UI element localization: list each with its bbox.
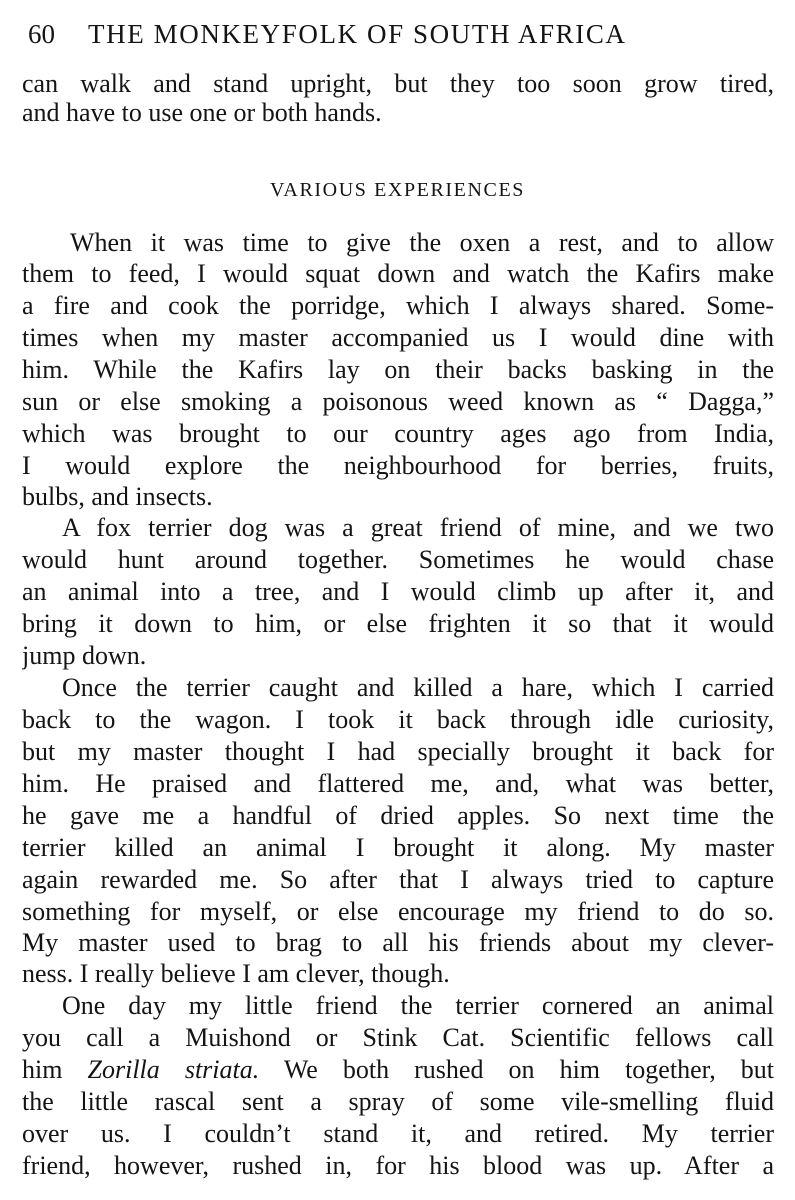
text-line: bulbs, and insects. <box>22 482 213 511</box>
text-line: jump down. <box>22 641 147 670</box>
section-heading: VARIOUS EXPERIENCES <box>269 179 526 201</box>
text-line: When it was time to give the oxen a rest, and to allow <box>70 228 774 257</box>
text-line: which was brought to our country ages ago from India, <box>22 419 774 448</box>
text-line: can walk and stand upright, but they too soon grow tired, <box>22 69 774 98</box>
text-line: again rewarded me. So after that I always tried to capture <box>22 865 774 894</box>
text-line: but my master thought I had specially brought it back for <box>22 737 774 766</box>
text-line: bring it down to him, or else frighten it so that it would <box>22 609 774 638</box>
text-line: something for myself, or else encourage my friend to do so. <box>22 897 774 926</box>
text-line: him. While the Kafirs lay on their backs basking in the <box>22 355 774 384</box>
text-fragment: We both rushed on him together, but <box>259 1055 774 1084</box>
text-line: I would explore the neighbourhood for berries, fruits, <box>22 451 774 480</box>
text-line: them to feed, I would squat down and watch the Kafirs make <box>22 259 774 288</box>
text-line: terrier killed an animal I brought it along. My master <box>22 833 774 862</box>
text-line <box>22 1054 774 1086</box>
text-line: a fire and cook the porridge, which I always shared. Some- <box>22 291 774 320</box>
text-line: and have to use one or both hands. <box>22 98 382 127</box>
text-line: Once the terrier caught and killed a hare, which I carried <box>62 673 774 702</box>
text-line: he gave me a handful of dried apples. So next time the <box>22 801 774 830</box>
text-line: friend, however, rushed in, for his blood was up. After a <box>22 1151 774 1180</box>
text-line: an animal into a tree, and I would climb up after it, and <box>22 577 774 606</box>
species-name: Zorilla striata. <box>87 1055 260 1084</box>
page-number: 60 <box>28 19 55 49</box>
text-line: My master used to brag to all his friends about my clever- <box>22 928 774 957</box>
text-line: A fox terrier dog was a great friend of mine, and we two <box>62 513 774 542</box>
text-line: times when my master accompanied us I would dine with <box>22 323 774 352</box>
text-line: you call a Muishond or Stink Cat. Scientific fellows call <box>22 1023 774 1052</box>
text-line: back to the wagon. I took it back through idle curiosity, <box>22 705 774 734</box>
text-line: ness. I really believe I am clever, though. <box>22 959 450 988</box>
text-line: him. He praised and flattered me, and, what was better, <box>22 769 774 798</box>
text-fragment: him <box>22 1055 88 1084</box>
text-line: over us. I couldn’t stand it, and retired. My terrier <box>22 1119 774 1148</box>
running-title: THE MONKEYFOLK OF SOUTH AFRICA <box>88 19 627 49</box>
page-header <box>22 16 757 52</box>
text-line: One day my little friend the terrier cornered an animal <box>62 991 774 1020</box>
text-line: the little rascal sent a spray of some vile-smelling fluid <box>22 1087 774 1116</box>
text-line: would hunt around together. Sometimes he would chase <box>22 545 774 574</box>
text-line: sun or else smoking a poisonous weed known as “ Dagga,” <box>22 387 774 416</box>
